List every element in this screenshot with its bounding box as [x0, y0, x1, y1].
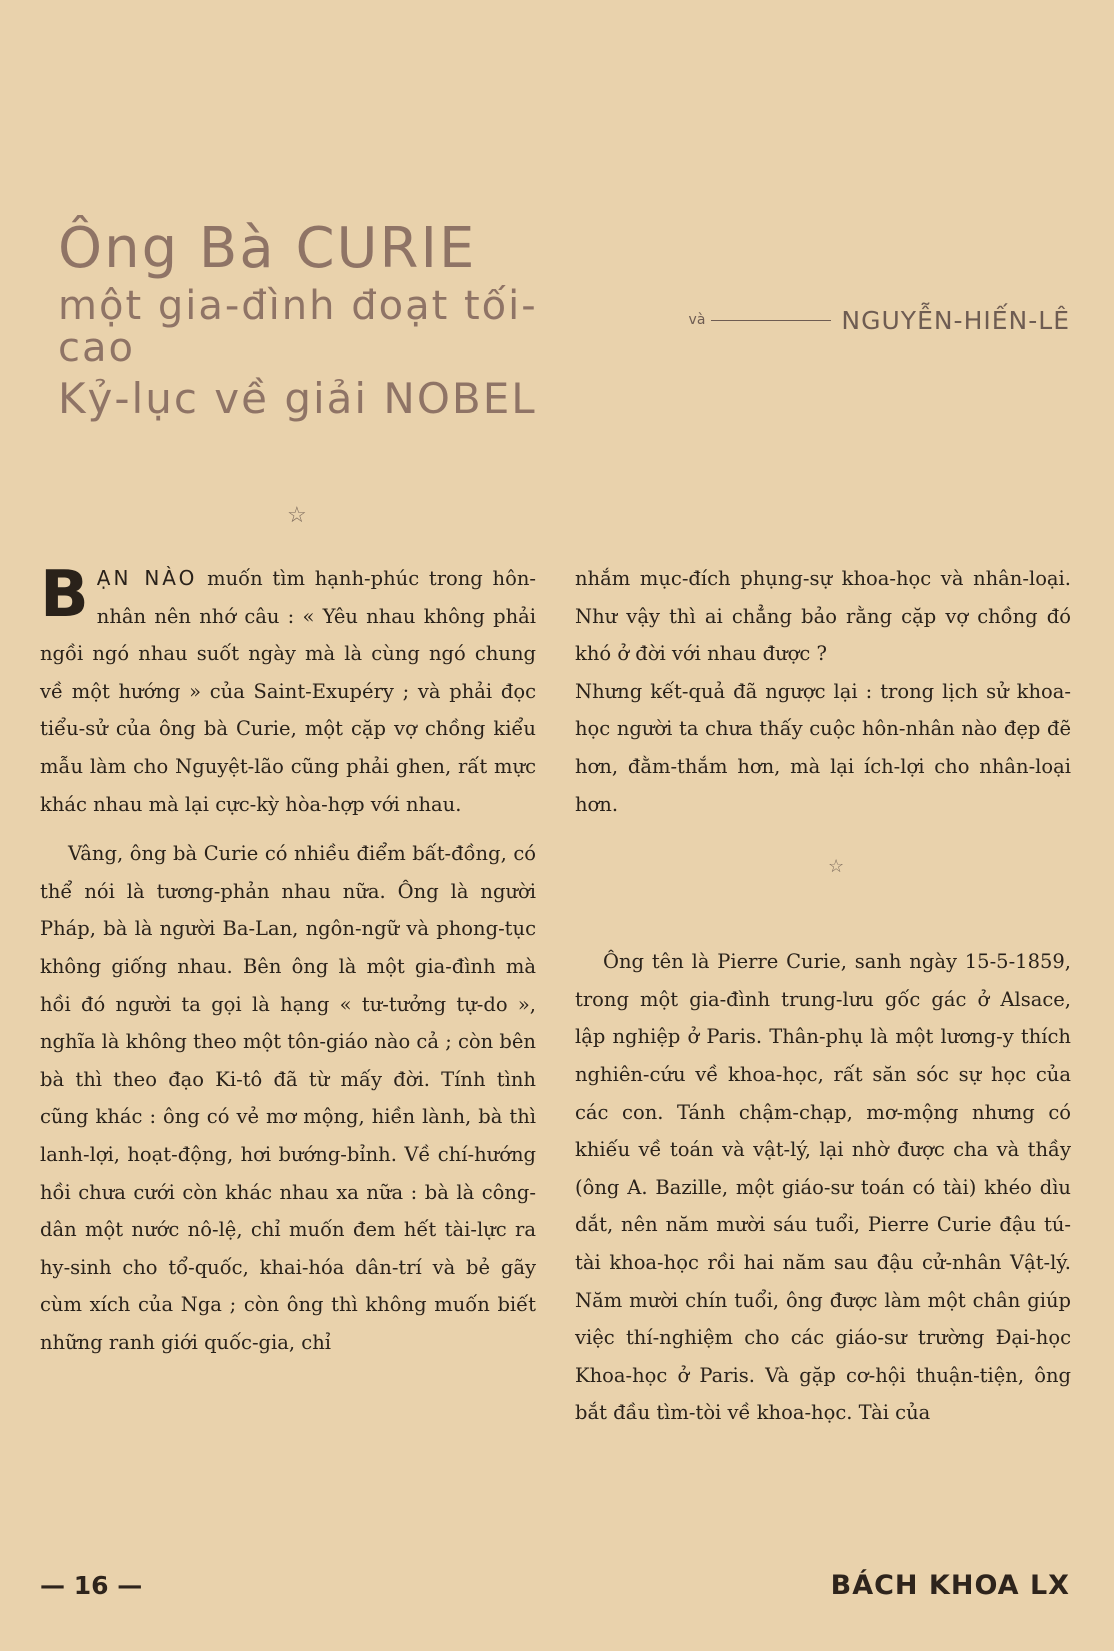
opening-paragraph: [40, 560, 536, 823]
byline-prefix: và: [688, 312, 706, 328]
byline: [650, 300, 1070, 340]
page-number: — 16 —: [40, 1570, 143, 1600]
paragraph-pierre-curie: Ông tên là Pierre Curie, sanh ngày 15-5-1859, trong một gia-đình trung-lưu gốc gác ở Alsace, lập nghiệp ở Paris. Thân-phụ là một lương-y thích nghiên-cứu về khoa-học, rất săn sóc sự học của các con. Tánh chậm-chạp, mơ-mộng nhưng có khiếu về toán và vật-lý, lại nhờ được cha và thầy (ông A. Bazille, một giáo-sư toán có tài) khéo dìu dắt, nên năm mười sáu tuổi, Pierre Curie đậu tú-tài khoa-học rồi hai năm sau đậu cử-nhân Vật-lý. Năm mười chín tuổi, ông được làm một chân giúp việc thí-nghiệm cho các giáo-sư trường Đại-học Khoa-học ở Paris. Và gặp cơ-hội thuận-tiện, ông bắt đầu tìm-tòi về khoa-học. Tài của: [575, 950, 1071, 1425]
title-line-2: một gia-đình đoạt tối-cao: [58, 282, 538, 371]
opening-paragraph-text: muốn tìm hạnh-phúc trong hôn-nhân nên nhớ câu : « Yêu nhau không phải ngồi ngó nhau suốt ngày mà là cùng ngó chung về một hướng » của Saint-Exupéry ; và phải đọc tiểu-sử của ông bà Curie, một cặp vợ chồng kiểu mẫu làm cho Nguyệt-lão cũng phải ghen, rất mực khác nhau mà lại cực-kỳ hòa-hợp với nhau.: [40, 567, 536, 816]
article-title: [58, 216, 578, 423]
journal-name: BÁCH KHOA LX: [830, 1569, 1070, 1601]
left-column: [40, 560, 536, 1361]
paragraph-differences: Vâng, ông bà Curie có nhiều điểm bất-đồng, có thể nói là tương-phản nhau nữa. Ông là người Pháp, bà là người Ba-Lan, ngôn-ngữ và phong-tục không giống nhau. Bên ông là một gia-đình mà hồi đó người ta gọi là hạng « tư-tưởng tự-do », nghĩa là không theo một tôn-giáo nào cả ; còn bên bà thì theo đạo Ki-tô đã từ mấy đời. Tính tình cũng khác : ông có vẻ mơ mộng, hiền lành, bà thì lanh-lợi, hoạt-động, hơi bướng-bỉnh. Về chí-hướng hồi chưa cưới còn khác nhau xa nữa : bà là công-dân một nước nô-lệ, chỉ muốn đem hết tài-lực ra hy-sinh cho tổ-quốc, khai-hóa dân-trí và bẻ gãy cùm xích của Nga ; còn ông thì không muốn biết những ranh giới quốc-gia, chỉ: [40, 842, 536, 1354]
right-column: [575, 560, 1071, 1432]
author-name: NGUYỄN-HIẾN-LÊ: [841, 305, 1070, 335]
opening-small-caps: ẠN NÀO: [96, 566, 198, 590]
byline-rule: [711, 320, 831, 321]
paragraph-continuation: nhắm mục-đích phụng-sự khoa-học và nhân-loại. Như vậy thì ai chẳng bảo rằng cặp vợ chồng đó khó ở đời với nhau được ?: [575, 567, 1071, 666]
star-ornament-icon: ☆: [287, 503, 307, 528]
drop-cap: B: [40, 558, 89, 632]
star-ornament-small-icon: ☆: [828, 856, 845, 877]
title-line-3: Kỷ-lục về giải NOBEL: [58, 373, 537, 423]
page-footer: [40, 1565, 1070, 1605]
title-line-1: Ông Bà CURIE: [58, 216, 477, 281]
paragraph-result: Nhưng kết-quả đã ngược lại : trong lịch sử khoa-học người ta chưa thấy cuộc hôn-nhân nào đẹp đẽ hơn, đằm-thắm hơn, mà lại ích-lợi cho nhân-loại hơn.: [575, 679, 1071, 816]
